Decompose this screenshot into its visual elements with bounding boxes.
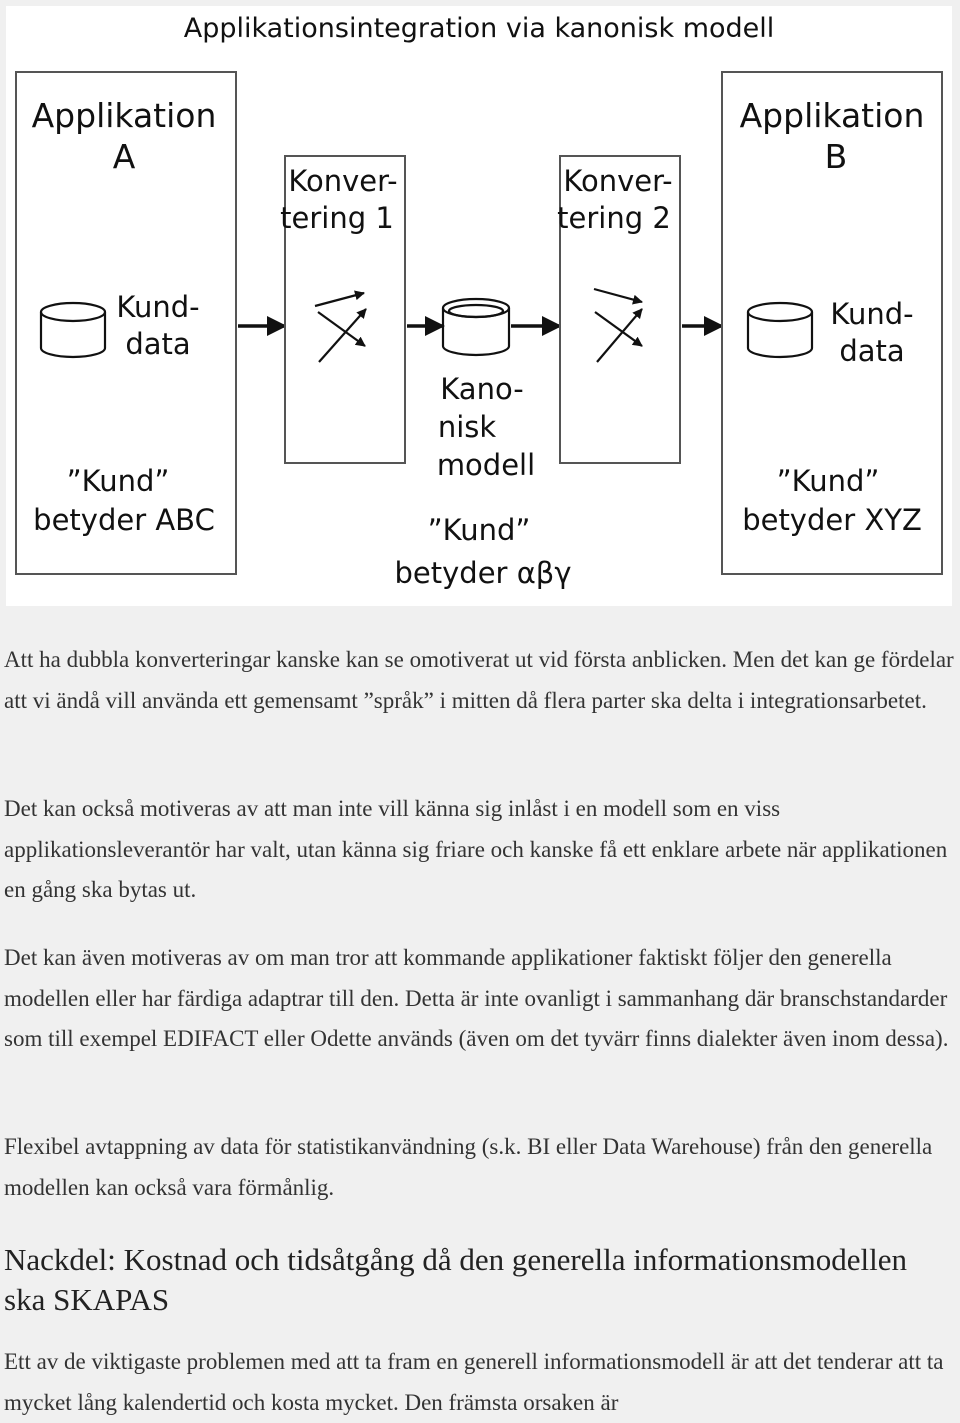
canonical-model-line2: nisk <box>437 410 497 444</box>
application-b-data-line2: data <box>839 334 905 368</box>
application-b-meaning-line2: betyder XYZ <box>742 503 922 537</box>
paragraph-1-block <box>4 640 956 721</box>
conversion-2-line1: Konver- <box>563 164 673 198</box>
paragraph-2-block <box>4 789 956 911</box>
section-heading: Nackdel: Kostnad och tidsåtgång då den generella informationsmodellen ska SKAPAS <box>4 1242 908 1317</box>
application-b-meaning-line1: ”Kund” <box>776 464 880 498</box>
canonical-model-line3: modell <box>436 448 536 482</box>
paragraph-5-block <box>4 1342 956 1423</box>
canonical-meaning-line2: betyder αβγ <box>394 556 572 590</box>
application-a-title-line1: Applikation <box>31 96 217 135</box>
paragraph-4: Flexibel avtappning av data för statistikanvändning (s.k. BI eller Data Warehouse) från den generella modellen kan också vara förmånlig. <box>4 1134 933 1200</box>
diagram-title: Applikationsintegration via kanonisk modell <box>183 13 775 44</box>
application-a-data-line2: data <box>125 327 191 361</box>
integration-diagram <box>6 6 952 606</box>
application-b-title-line2: B <box>824 137 848 176</box>
application-a-title-line2: A <box>112 137 136 176</box>
section-heading-block <box>4 1240 956 1320</box>
paragraph-3-block <box>4 938 956 1060</box>
application-b-data-line1: Kund- <box>830 297 914 331</box>
paragraph-5: Ett av de viktigaste problemen med att ta fram en generell informationsmodell är att det tenderar att ta mycket lång kalendertid och kosta mycket. Den främsta orsaken är <box>4 1349 944 1415</box>
paragraph-3: Det kan även motiveras av om man tror att kommande applikationer faktiskt följer den generella modellen eller har färdiga adaptrar till den. Detta är inte ovanligt i sammanhang där branschstandarder som till exempel EDIFACT eller Odette används (även om det tyvärr finns dialekter även inom dessa). <box>4 945 949 1051</box>
application-a-meaning-line1: ”Kund” <box>66 464 170 498</box>
canonical-meaning-line1: ”Kund” <box>427 513 531 547</box>
paragraph-2: Det kan också motiveras av att man inte vill känna sig inlåst i en modell som en viss applikationsleverantör har valt, utan känna sig friare och kanske få ett enklare arbete när applikationen en gång ska bytas ut. <box>4 796 948 902</box>
paragraph-1: Att ha dubbla konverteringar kanske kan se omotiverat ut vid första anblicken. Men det kan ge fördelar att vi ändå vill använda ett gemensamt ”språk” i mitten då flera parter ska delta i integrationsarbetet. <box>4 647 954 713</box>
canonical-model-line1: Kano- <box>440 372 524 406</box>
conversion-1-line1: Konver- <box>288 164 398 198</box>
paragraph-4-block <box>4 1127 956 1208</box>
application-a-data-line1: Kund- <box>116 290 200 324</box>
database-icon-canonical <box>443 299 509 355</box>
application-b-title-line1: Applikation <box>739 96 925 135</box>
conversion-1-line2: tering 1 <box>280 201 394 235</box>
conversion-2-line2: tering 2 <box>557 201 671 235</box>
application-a-meaning-line2: betyder ABC <box>33 503 215 537</box>
